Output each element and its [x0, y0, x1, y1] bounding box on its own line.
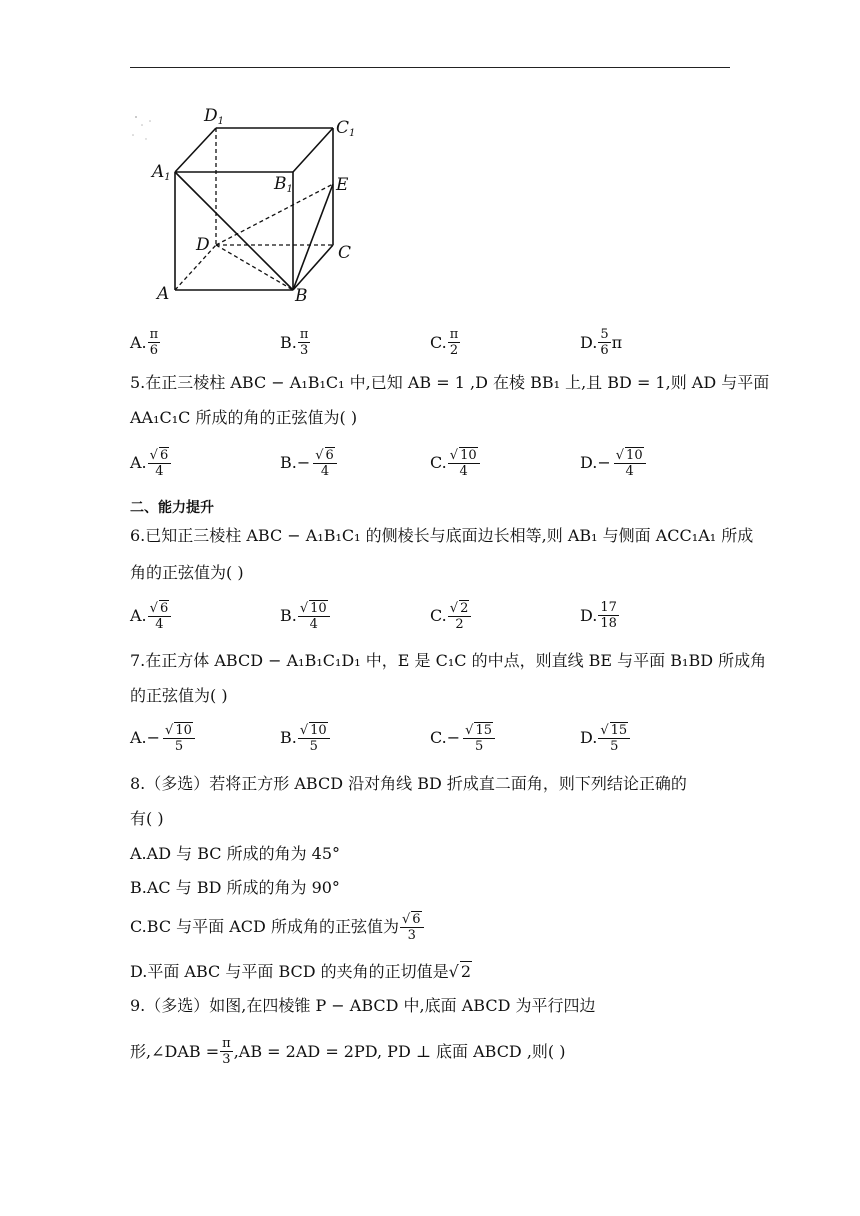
q5-stem-line2: AA₁C₁C 所成的角的正弦值为( ): [130, 408, 358, 427]
q8-option-d[interactable]: D.平面 ABC 与平面 BCD 的夹角的正切值是 √ 2: [130, 961, 472, 981]
q7-stem-line2: 的正弦值为( ): [130, 686, 228, 705]
q7-option-a[interactable]: A. − $\frac{√ 10}{5}$: [130, 722, 196, 754]
fraction: $\frac{√ 10}{5}$: [163, 722, 195, 754]
q6-option-a[interactable]: A. $\frac{√ 6}{4}$: [130, 600, 172, 632]
q6-option-b[interactable]: B. $\frac{√ 10}{4}$: [280, 600, 331, 632]
fraction: $\frac{√ 6}{4}$: [148, 447, 172, 479]
q4-option-b[interactable]: B. $\frac{\pi}{3}$: [280, 327, 309, 358]
q6-option-c[interactable]: C. $\frac{√ 2}{2}$: [430, 600, 472, 632]
segment-b-e: [293, 184, 333, 290]
label-a1: A1: [152, 162, 171, 183]
label-e: E: [336, 175, 349, 195]
q4-option-c[interactable]: C. $\frac{\pi}{2}$: [430, 327, 459, 358]
label-d1: D1: [204, 106, 225, 127]
fraction: $\frac{17}{18}$: [600, 600, 617, 631]
fraction: $\frac{√ 15}{5}$: [598, 722, 630, 754]
q6-option-d[interactable]: D. $\frac{17}{18}$: [580, 600, 617, 631]
fraction: $\frac{√ 10}{4}$: [448, 447, 480, 479]
q8-option-c[interactable]: C.BC 与平面 ACD 所成角的正弦值为 $\frac{√ 6}{3}$: [130, 911, 425, 943]
label-c: C: [338, 243, 352, 263]
edge-a1-d1: [175, 128, 216, 172]
fraction: $\frac{√ 6}{4}$: [148, 600, 172, 632]
q6-stem-line2: 角的正弦值为( ): [130, 563, 244, 582]
fraction: $\frac{√ 10}{5}$: [298, 722, 330, 754]
q5-option-a[interactable]: A. $\frac{√ 6}{4}$: [130, 447, 172, 479]
cube-figure: [128, 95, 368, 310]
q5-stem-line1: 5.在正三棱柱 ABC − A₁B₁C₁ 中,已知 AB = 1 ,D 在棱 BB₁ 上,且 BD = 1,则 AD 与平面: [130, 373, 770, 392]
fraction: $\frac{√ 6}{3}$: [400, 911, 424, 943]
q6-stem-line1: 6.已知正三棱柱 ABC − A₁B₁C₁ 的侧棱长与底面边长相等,则 AB₁ 与侧面 ACC₁A₁ 所成: [130, 526, 754, 545]
fraction: $\frac{5}{6}$: [600, 327, 609, 358]
fraction: $\frac{√ 10}{4}$: [298, 600, 330, 632]
label-b1: B1: [274, 174, 293, 195]
q5-option-b[interactable]: B. − $\frac{√ 6}{4}$: [280, 447, 338, 479]
label-b: B: [295, 286, 308, 306]
q7-stem-line1: 7.在正方体 ABCD − A₁B₁C₁D₁ 中，E 是 C₁C 的中点，则直线 BE 与平面 B₁BD 所成角: [130, 651, 767, 670]
edge-c1-b1: [293, 128, 333, 172]
fraction: $\frac{\pi}{3}$: [222, 1036, 231, 1067]
fraction: $\frac{√ 6}{4}$: [313, 447, 337, 479]
section-heading: 二、能力提升: [130, 500, 214, 516]
fraction: $\frac{\pi}{2}$: [449, 327, 459, 358]
label-d: D: [196, 235, 210, 255]
fraction: $\frac{\pi}{3}$: [299, 327, 309, 358]
label-a: A: [157, 284, 170, 304]
edge-b-c: [293, 245, 333, 290]
q8-stem-line1: 8.（多选）若将正方形 ABCD 沿对角线 BD 折成直二面角，则下列结论正确的: [130, 774, 687, 793]
q7-option-b[interactable]: B. $\frac{√ 10}{5}$: [280, 722, 331, 754]
q8-stem-line2: 有( ): [130, 809, 164, 828]
q4-option-d[interactable]: D. $\frac{5}{6}$ π: [580, 327, 623, 358]
fraction: $\frac{√ 10}{4}$: [614, 447, 646, 479]
q9-stem-line2: 形,∠DAB = $\frac{\pi}{3}$ ,AB = 2AD = 2PD, PD ⊥ 底面 ABCD ,则( ): [130, 1036, 566, 1067]
q8-option-a[interactable]: A.AD 与 BC 所成的角为 45°: [130, 844, 341, 863]
q5-option-d[interactable]: D. − $\frac{√ 10}{4}$: [580, 447, 647, 479]
q7-option-c[interactable]: C. − $\frac{√ 15}{5}$: [430, 722, 496, 754]
q9-stem-line1: 9.（多选）如图,在四棱锥 P − ABCD 中,底面 ABCD 为平行四边: [130, 996, 596, 1015]
q4-option-a[interactable]: A. $\frac{\pi}{6}$: [130, 327, 159, 358]
fraction: $\frac{√ 2}{2}$: [448, 600, 472, 632]
q8-option-b[interactable]: B.AC 与 BD 所成的角为 90°: [130, 878, 340, 897]
fraction: $\frac{\pi}{6}$: [149, 327, 159, 358]
q5-option-c[interactable]: C. $\frac{√ 10}{4}$: [430, 447, 481, 479]
q7-option-d[interactable]: D. $\frac{√ 15}{5}$: [580, 722, 631, 754]
label-c1: C1: [336, 118, 356, 139]
fraction: $\frac{√ 15}{5}$: [463, 722, 495, 754]
header-rule: [130, 67, 730, 68]
